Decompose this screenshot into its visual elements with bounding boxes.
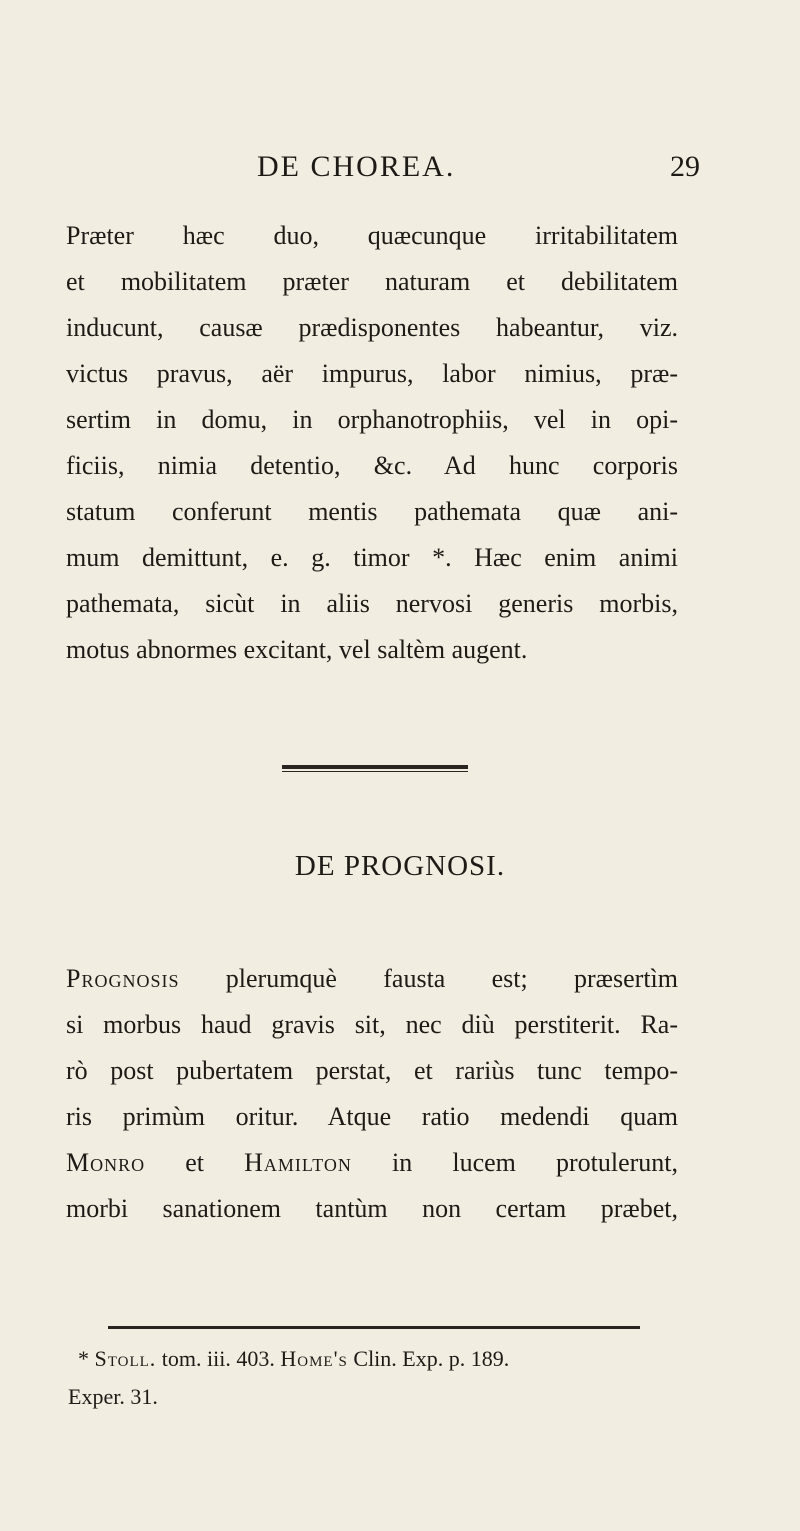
text-line: rò post pubertatem perstat, et rariùs tunc tempo- — [66, 1056, 678, 1085]
paragraph-prognosis — [66, 956, 678, 1232]
text-line: mum demittunt, e. g. timor *. Hæc enim animi — [66, 543, 678, 572]
text-line: pathemata, sicùt in aliis nervosi generis morbis, — [66, 589, 678, 618]
lead-word: Prognosis — [66, 964, 180, 993]
name-monro: Monro — [66, 1148, 146, 1177]
text-line: Præter hæc duo, quæcunque irritabilitatem — [66, 221, 678, 250]
footnote — [68, 1340, 680, 1416]
text-line: ris primùm oritur. Atque ratio medendi quam — [66, 1102, 678, 1131]
page-number: 29 — [670, 150, 700, 183]
footnote-marker: * — [78, 1346, 95, 1371]
paragraph-praedisponentes — [66, 213, 678, 673]
text-line: ficiis, nimia detentio, &c. Ad hunc corporis — [66, 451, 678, 480]
text-line: victus pravus, aër impurus, labor nimius, præ- — [66, 359, 678, 388]
text-line — [66, 956, 678, 1002]
connector-text: et — [145, 1148, 245, 1177]
footnote-author-stoll: Stoll. — [94, 1346, 157, 1371]
running-head — [60, 150, 700, 190]
text-line: inducunt, causæ prædisponentes habeantur, viz. — [66, 313, 678, 342]
text-line: sertim in domu, in orphanotrophiis, vel in opi- — [66, 405, 678, 434]
section-heading: DE PROGNOSI. — [294, 850, 506, 882]
line-text: in lucem protulerunt, — [351, 1148, 679, 1177]
footnote-line: Exper. 31. — [68, 1384, 158, 1409]
footnote-author-home: Home's — [280, 1346, 348, 1371]
running-title: DE CHOREA. — [257, 150, 456, 183]
text-line — [66, 1140, 678, 1186]
footnote-rule — [108, 1326, 640, 1329]
text-line: et mobilitatem præter naturam et debilitatem — [66, 267, 678, 296]
text-line: motus abnormes excitant, vel saltèm augent. — [66, 635, 528, 664]
text-line: morbi sanationem tantùm non certam præbet, — [66, 1194, 678, 1223]
ornamental-rule — [282, 765, 468, 773]
text-line: si morbus haud gravis sit, nec diù perstiterit. Ra- — [66, 1010, 678, 1039]
footnote-text: tom. iii. 403. — [156, 1346, 281, 1371]
rule-thin — [282, 771, 468, 772]
name-hamilton: Hamilton — [244, 1148, 352, 1177]
line-text: plerumquè fausta est; præsertìm — [179, 964, 678, 993]
text-line: statum conferunt mentis pathemata quæ ani- — [66, 497, 678, 526]
footnote-text: Clin. Exp. p. 189. — [347, 1346, 510, 1371]
footnote-line — [68, 1340, 680, 1378]
rule-thick — [282, 765, 468, 769]
